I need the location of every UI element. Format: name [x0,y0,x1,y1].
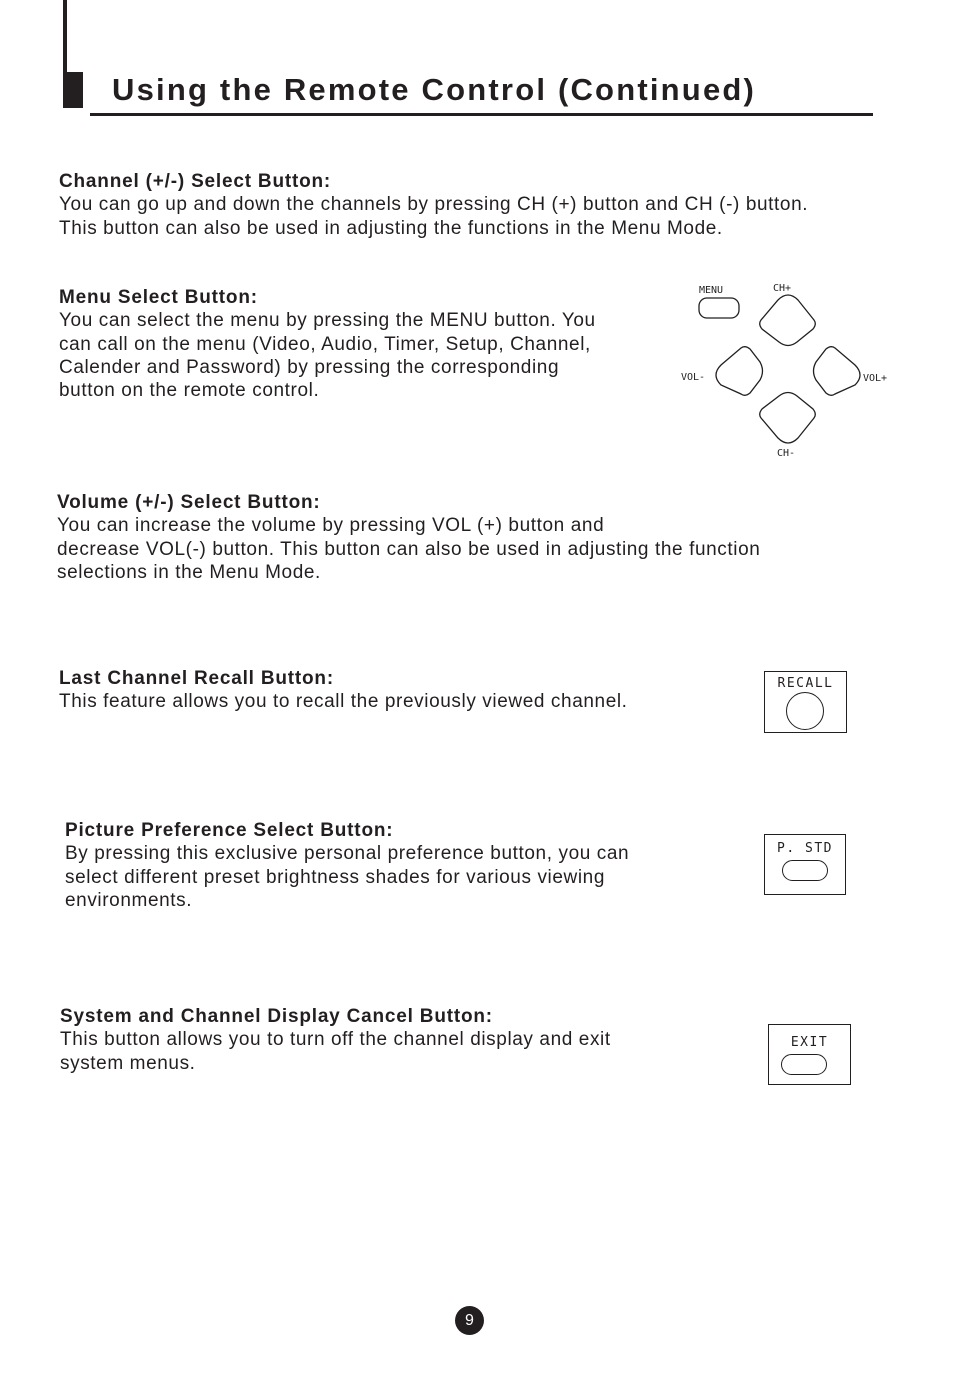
section-line: selections in the Menu Mode. [57,561,321,583]
section-line: button on the remote control. [59,380,320,402]
section-line: select different preset brightness shades for various viewing [65,866,606,888]
section-heading: System and Channel Display Cancel Button: [60,1006,493,1027]
recall-button-circle [786,692,824,730]
menu-button-shape [699,298,739,318]
exit-button-pill [781,1054,827,1075]
vol-minus-button-shape [716,347,763,396]
section-menu-select [59,286,669,402]
header-block [63,72,83,108]
section-heading: Menu Select Button: [59,287,258,308]
remote-dpad-diagram [675,278,900,463]
section-line: system menus. [60,1052,196,1074]
page-title: Using the Remote Control (Continued) [112,72,757,107]
ch-plus-button-shape [760,295,816,346]
section-line: You can go up and down the channels by pressing CH (+) button and CH (-) button. [59,194,809,216]
pstd-button-illustration [764,834,846,895]
vol-plus-button-shape [814,347,861,396]
section-volume-select [57,491,877,584]
section-last-channel-recall [59,667,759,714]
recall-label: RECALL [777,676,834,691]
ch-minus-button-shape [760,393,816,444]
section-heading: Picture Preference Select Button: [65,820,394,841]
section-channel-select [59,170,919,240]
section-line: You can increase the volume by pressing VOL (+) button and [57,515,605,537]
section-line: decrease VOL(-) button. This button can also be used in adjusting the function [57,538,761,560]
ch-plus-label: CH+ [773,283,792,294]
section-display-cancel [60,1005,760,1075]
exit-button-illustration [768,1024,851,1085]
section-picture-preference [65,819,755,912]
recall-button-illustration [764,671,847,733]
section-line: This feature allows you to recall the previously viewed channel. [59,691,628,713]
section-heading: Channel (+/-) Select Button: [59,171,332,192]
header-rule [90,113,873,116]
section-line: This button can also be used in adjusting the functions in the Menu Mode. [59,217,723,239]
section-line: By pressing this exclusive personal preference button, you can [65,843,630,865]
section-heading: Volume (+/-) Select Button: [57,492,321,513]
page-number: 9 [455,1306,484,1335]
menu-label: MENU [699,285,724,296]
section-line: can call on the menu (Video, Audio, Timer, Setup, Channel, [59,333,591,355]
section-line: You can select the menu by pressing the MENU button. You [59,310,596,332]
pstd-label: P. STD [777,841,833,856]
pstd-button-pill [782,860,828,881]
vol-plus-label: VOL+ [863,373,888,384]
section-line: environments. [65,889,193,911]
section-line: Calender and Password) by pressing the corresponding [59,356,560,378]
section-heading: Last Channel Recall Button: [59,668,334,689]
section-line: This button allows you to turn off the channel display and exit [60,1029,611,1051]
vol-minus-label: VOL- [681,372,706,383]
exit-label: EXIT [790,1035,829,1050]
ch-minus-label: CH- [777,448,796,459]
